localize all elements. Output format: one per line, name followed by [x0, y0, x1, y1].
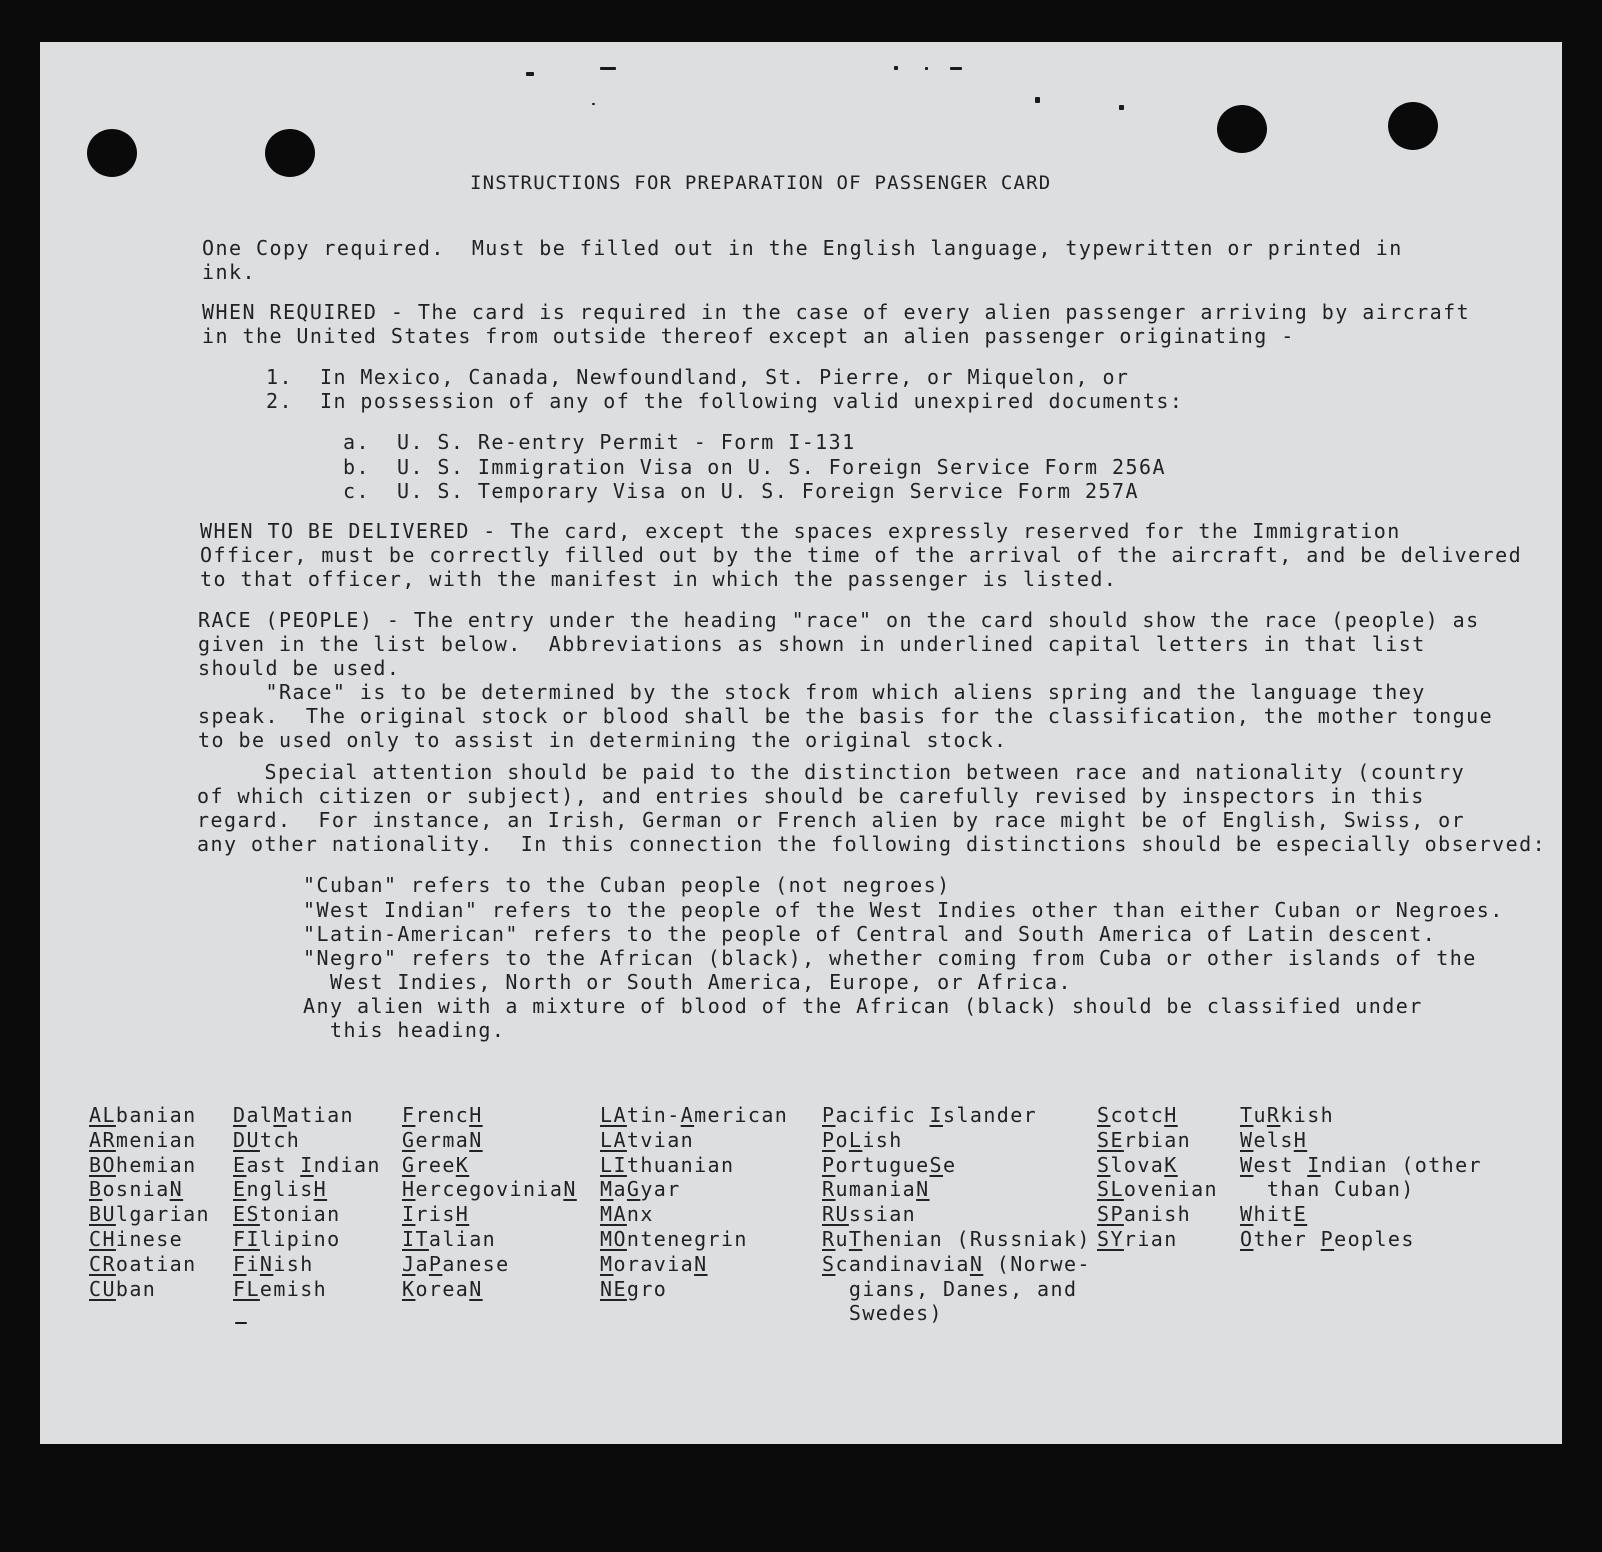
- distinction-7: this heading.: [303, 1018, 506, 1042]
- race-list-item: [233, 1277, 381, 1302]
- race-name-part: ast: [246, 1152, 301, 1177]
- race-name-part: est: [1253, 1152, 1308, 1177]
- race-list-item: [89, 1202, 210, 1227]
- race-name-part: umania: [835, 1177, 917, 1202]
- race-abbreviation: FI: [233, 1226, 260, 1251]
- race-list-item: [822, 1128, 1091, 1153]
- race-abbreviation: F: [402, 1103, 416, 1127]
- race-abbreviation: ES: [233, 1202, 260, 1227]
- race-abbreviation: P: [1320, 1226, 1335, 1251]
- special-attention-line-2: of which citizen or subject), and entries should be carefully revised by inspectors in this: [197, 784, 1425, 808]
- race-line-6: to be used only to assist in determining the original stock.: [198, 728, 1008, 752]
- race-list-item: [1097, 1128, 1218, 1153]
- document-sheet: [40, 42, 1562, 1444]
- race-abbreviation: LA: [600, 1103, 627, 1127]
- race-abbreviation: BU: [89, 1202, 116, 1227]
- race-abbreviation: H: [313, 1177, 328, 1202]
- race-name-part: rian: [1123, 1226, 1178, 1251]
- race-list-item: [89, 1227, 210, 1252]
- race-abbreviation: S: [822, 1251, 836, 1276]
- race-list-item: [402, 1153, 577, 1178]
- race-list-column-2: [233, 1103, 381, 1301]
- race-list-item: [89, 1128, 210, 1153]
- race-abbreviation: E: [233, 1152, 247, 1177]
- race-abbreviation: W: [1240, 1127, 1254, 1152]
- race-name-part: thuanian: [626, 1152, 735, 1177]
- race-list-item: [600, 1227, 788, 1252]
- race-abbreviation: SE: [1097, 1127, 1124, 1152]
- race-list-item: [600, 1202, 788, 1227]
- race-name-part: yar: [640, 1177, 681, 1202]
- race-list-item: [1097, 1103, 1218, 1128]
- race-abbreviation: H: [1164, 1103, 1178, 1127]
- race-list-item: [89, 1177, 210, 1202]
- distinction-4: "Negro" refers to the African (black), whether coming from Cuba or other islands of the: [303, 946, 1477, 970]
- special-attention-line-3: regard. For instance, an Irish, German or French alien by race might be of English, Swiss, or: [197, 808, 1466, 832]
- race-list-item: [89, 1277, 210, 1302]
- document-a: a. U. S. Re-entry Permit - Form I-131: [343, 430, 856, 454]
- race-name-part: inese: [115, 1226, 184, 1251]
- race-abbreviation: K: [455, 1152, 470, 1177]
- race-list-item: [233, 1128, 381, 1153]
- race-name-part: lipino: [259, 1226, 341, 1251]
- race-name-part: gro: [626, 1276, 668, 1301]
- race-abbreviation: L: [848, 1127, 863, 1152]
- distinction-6: Any alien with a mixture of blood of the African (black) should be classified under: [303, 994, 1423, 1018]
- race-abbreviation: SY: [1097, 1226, 1124, 1251]
- race-list-item: [1097, 1153, 1218, 1178]
- when-required-line-2: in the United States from outside thereof except an alien passenger originating -: [202, 324, 1295, 348]
- race-name-part: atian: [286, 1103, 355, 1127]
- race-abbreviation: R: [822, 1177, 836, 1202]
- race-name-part: renc: [415, 1103, 470, 1127]
- when-required-line-1: WHEN REQUIRED - The card is required in the case of every alien passenger arriving by aircraft: [202, 300, 1471, 324]
- race-name-part: ercegovinia: [415, 1177, 564, 1202]
- race-name-part: Swedes): [822, 1301, 943, 1326]
- race-name-part: ban: [115, 1276, 157, 1301]
- race-abbreviation: N: [563, 1177, 577, 1202]
- race-abbreviation: N: [969, 1251, 984, 1276]
- race-abbreviation: H: [1293, 1127, 1308, 1152]
- race-list-item: [600, 1177, 788, 1202]
- when-delivered-line-2: Officer, must be correctly filled out by the time of the arrival of the aircraft, and be delivered: [200, 543, 1523, 567]
- race-list-item: [402, 1277, 577, 1302]
- race-line-4: "Race" is to be determined by the stock from which aliens spring and the language they: [198, 680, 1426, 704]
- race-list-item: [402, 1202, 577, 1227]
- race-abbreviation: S: [929, 1152, 943, 1177]
- race-abbreviation: G: [402, 1152, 416, 1177]
- race-list-column-6: [1097, 1103, 1218, 1252]
- race-abbreviation: AL: [89, 1103, 116, 1127]
- race-list-item: [822, 1252, 1091, 1277]
- race-abbreviation: H: [455, 1202, 470, 1227]
- race-abbreviation: I: [300, 1152, 314, 1177]
- race-abbreviation: P: [822, 1152, 836, 1177]
- distinction-3: "Latin-American" refers to the people of Central and South America of Latin descent.: [303, 922, 1437, 946]
- race-abbreviation: CR: [89, 1251, 116, 1276]
- race-line-1: RACE (PEOPLE) - The entry under the heading "race" on the card should show the race (people) as: [198, 608, 1480, 632]
- race-list-item: [402, 1177, 577, 1202]
- race-name-part: anish: [1123, 1202, 1192, 1227]
- race-list-item: [233, 1227, 381, 1252]
- race-list-item: [89, 1103, 210, 1128]
- race-abbreviation: N: [694, 1251, 708, 1276]
- race-abbreviation: P: [428, 1251, 443, 1276]
- race-abbreviation: N: [259, 1251, 274, 1276]
- race-list-item: [1097, 1177, 1218, 1202]
- special-attention-line-1: Special attention should be paid to the distinction between race and nationality (country: [197, 760, 1466, 784]
- when-delivered-line-1: WHEN TO BE DELIVERED - The card, except the spaces expressly reserved for the Immigration: [200, 519, 1401, 543]
- when-delivered-line-3: to that officer, with the manifest in which the passenger is listed.: [200, 567, 1118, 591]
- race-list-item: [1240, 1227, 1482, 1252]
- race-name-part: tvian: [626, 1127, 695, 1152]
- race-name-part: alian: [428, 1226, 497, 1251]
- distinction-2: "West Indian" refers to the people of the West Indies other than either Cuban or Negroes.: [303, 898, 1504, 922]
- race-abbreviation: I: [1307, 1152, 1321, 1177]
- race-name-part: ther: [1253, 1226, 1321, 1251]
- race-name-part: ree: [415, 1152, 456, 1177]
- race-list-item: [402, 1252, 577, 1277]
- race-list-item: [1240, 1103, 1482, 1128]
- race-abbreviation: MO: [600, 1226, 627, 1251]
- race-abbreviation: K: [402, 1276, 416, 1301]
- race-name-part: than Cuban): [1240, 1177, 1415, 1202]
- race-name-part: e: [943, 1152, 957, 1177]
- race-abbreviation: S: [1097, 1152, 1111, 1177]
- race-name-part: oravia: [613, 1251, 695, 1276]
- race-name-part: tonian: [259, 1202, 341, 1227]
- race-abbreviation: P: [822, 1103, 836, 1127]
- race-name-part: gians, Danes, and: [822, 1276, 1078, 1301]
- race-list-item: [233, 1103, 381, 1128]
- race-abbreviation: T: [1240, 1103, 1254, 1127]
- race-abbreviation: W: [1240, 1202, 1254, 1227]
- race-abbreviation: BO: [89, 1152, 116, 1177]
- race-name-part: al: [246, 1103, 274, 1127]
- intro-line-2: ink.: [202, 260, 256, 284]
- condition-1: 1. In Mexico, Canada, Newfoundland, St. Pierre, or Miquelon, or: [266, 365, 1130, 389]
- race-abbreviation: R: [822, 1226, 836, 1251]
- race-name-part: ssian: [848, 1202, 917, 1227]
- race-abbreviation: M: [600, 1251, 614, 1276]
- race-list-item: [600, 1153, 788, 1178]
- race-name-part: slander: [943, 1103, 1038, 1127]
- race-name-part: tch: [259, 1127, 301, 1152]
- document-c: c. U. S. Temporary Visa on U. S. Foreign Service Form 257A: [343, 479, 1139, 503]
- race-list-column-1: [89, 1103, 210, 1301]
- distinction-5: West Indies, North or South America, Europe, or Africa.: [303, 970, 1072, 994]
- race-abbreviation: E: [233, 1177, 247, 1202]
- race-abbreviation: S: [1097, 1103, 1111, 1127]
- condition-2: 2. In possession of any of the following valid unexpired documents:: [266, 389, 1184, 413]
- race-name-part: nx: [626, 1202, 654, 1227]
- race-name-part: lova: [1110, 1152, 1165, 1177]
- race-abbreviation: N: [169, 1177, 184, 1202]
- distinction-1: "Cuban" refers to the Cuban people (not negroes): [303, 873, 951, 897]
- race-list-item: [600, 1128, 788, 1153]
- race-name-part: merican: [694, 1103, 789, 1127]
- race-abbreviation: IT: [402, 1226, 429, 1251]
- race-abbreviation: G: [626, 1177, 641, 1202]
- race-abbreviation: A: [680, 1103, 695, 1127]
- race-abbreviation: M: [273, 1103, 287, 1127]
- race-abbreviation: DU: [233, 1127, 260, 1152]
- race-abbreviation: CU: [89, 1276, 116, 1301]
- race-line-2: given in the list below. Abbreviations as shown in underlined capital letters in that list: [198, 632, 1426, 656]
- race-list-item: [822, 1202, 1091, 1227]
- race-name-part: erma: [415, 1127, 470, 1152]
- race-list-item: [822, 1227, 1091, 1252]
- special-attention-line-4: any other nationality. In this connection the following distinctions should be especially observed:: [197, 832, 1547, 856]
- race-list-item: [402, 1128, 577, 1153]
- race-abbreviation: CH: [89, 1226, 116, 1251]
- race-abbreviation: R: [1266, 1103, 1281, 1127]
- race-name-part: ortugue: [835, 1152, 930, 1177]
- passenger-card-instructions: [40, 42, 1562, 1444]
- race-name-part: henian (Russniak): [862, 1226, 1091, 1251]
- race-name-part: o: [835, 1127, 849, 1152]
- race-name-part: orea: [415, 1276, 470, 1301]
- race-name-part: tin-: [626, 1103, 681, 1127]
- race-name-part: ndian: [313, 1152, 381, 1177]
- race-list-item: [402, 1103, 577, 1128]
- race-name-part: anese: [442, 1251, 510, 1276]
- race-name-part: ish: [862, 1127, 903, 1152]
- race-abbreviation: N: [469, 1127, 483, 1152]
- race-list-item: [822, 1301, 1091, 1326]
- race-name-part: a: [613, 1177, 627, 1202]
- race-list-column-3: [402, 1103, 577, 1301]
- race-line-3: should be used.: [198, 656, 401, 680]
- race-name-part: menian: [115, 1127, 197, 1152]
- race-name-part: eoples: [1334, 1226, 1415, 1251]
- race-list-item: [600, 1103, 788, 1128]
- race-line-5: speak. The original stock or blood shall be the basis for the classification, the mother tongue: [198, 704, 1494, 728]
- race-list-item: [822, 1177, 1091, 1202]
- race-list-column-4: [600, 1103, 788, 1301]
- race-abbreviation: H: [402, 1177, 416, 1202]
- race-abbreviation: AR: [89, 1127, 116, 1152]
- race-name-part: candinavia: [835, 1251, 970, 1276]
- race-list-column-7: [1240, 1103, 1482, 1252]
- race-abbreviation: RU: [822, 1202, 849, 1227]
- race-name-part: hemian: [115, 1152, 197, 1177]
- race-name-part: lgarian: [115, 1202, 210, 1227]
- race-list-item: [600, 1252, 788, 1277]
- race-abbreviation: B: [89, 1177, 103, 1202]
- race-abbreviation: MA: [600, 1202, 627, 1227]
- race-abbreviation: E: [1293, 1202, 1308, 1227]
- race-name-part: ndian (other: [1320, 1152, 1482, 1177]
- race-name-part: kish: [1280, 1103, 1335, 1127]
- race-list-item: [89, 1252, 210, 1277]
- race-list-item: [233, 1177, 381, 1202]
- race-name-part: cotc: [1110, 1103, 1165, 1127]
- race-list-item: [89, 1153, 210, 1178]
- race-name-part: acific: [835, 1103, 930, 1127]
- race-list-item: [1097, 1202, 1218, 1227]
- race-abbreviation: LI: [600, 1152, 627, 1177]
- intro-line-1: One Copy required. Must be filled out in the English language, typewritten or printed in: [202, 236, 1403, 260]
- race-list-item: [822, 1277, 1091, 1302]
- race-abbreviation: J: [402, 1251, 416, 1276]
- race-name-part: u: [835, 1226, 849, 1251]
- race-name-part: a: [415, 1251, 429, 1276]
- race-name-part: ish: [273, 1251, 314, 1276]
- race-abbreviation: G: [402, 1127, 416, 1152]
- race-list-item: [1240, 1153, 1482, 1178]
- race-abbreviation: P: [822, 1127, 836, 1152]
- race-abbreviation: W: [1240, 1152, 1254, 1177]
- race-name-part: oatian: [115, 1251, 197, 1276]
- race-name-part: els: [1253, 1127, 1294, 1152]
- race-name-part: emish: [259, 1276, 328, 1301]
- race-abbreviation: T: [848, 1226, 863, 1251]
- race-list-item: [233, 1252, 381, 1277]
- race-name-part: ovenian: [1123, 1177, 1218, 1202]
- race-name-part: ntenegrin: [626, 1226, 748, 1251]
- race-abbreviation: I: [929, 1103, 943, 1127]
- race-abbreviation: K: [1164, 1152, 1178, 1177]
- race-name-part: (Norwe-: [983, 1251, 1091, 1276]
- race-list-item: [1240, 1177, 1482, 1202]
- race-list-column-5: [822, 1103, 1091, 1326]
- race-abbreviation: I: [402, 1202, 416, 1227]
- race-abbreviation: LA: [600, 1127, 627, 1152]
- race-abbreviation: H: [469, 1103, 483, 1127]
- race-abbreviation: SL: [1097, 1177, 1124, 1202]
- race-list-item: [822, 1103, 1091, 1128]
- race-list-item: [233, 1202, 381, 1227]
- race-abbreviation: FL: [233, 1276, 260, 1301]
- race-name-part: i: [246, 1251, 260, 1276]
- document-title: INSTRUCTIONS FOR PREPARATION OF PASSENGER CARD: [470, 172, 1052, 194]
- race-name-part: banian: [115, 1103, 197, 1127]
- race-abbreviation: O: [1240, 1226, 1254, 1251]
- race-name-part: rbian: [1123, 1127, 1192, 1152]
- race-abbreviation: NE: [600, 1276, 627, 1301]
- race-list-item: [1240, 1202, 1482, 1227]
- race-name-part: nglis: [246, 1177, 314, 1202]
- race-list-item: [1240, 1128, 1482, 1153]
- race-name-part: u: [1253, 1103, 1267, 1127]
- race-list-item: [1097, 1227, 1218, 1252]
- race-abbreviation: M: [600, 1177, 614, 1202]
- race-abbreviation: N: [916, 1177, 930, 1202]
- race-list-item: [402, 1227, 577, 1252]
- race-list-item: [822, 1153, 1091, 1178]
- race-abbreviation: D: [233, 1103, 247, 1127]
- race-list-item: [233, 1153, 381, 1178]
- race-name-part: osnia: [102, 1177, 170, 1202]
- race-name-part: ris: [415, 1202, 456, 1227]
- race-list-item: [600, 1277, 788, 1302]
- document-b: b. U. S. Immigration Visa on U. S. Foreign Service Form 256A: [343, 455, 1166, 479]
- race-abbreviation: F: [233, 1251, 247, 1276]
- race-abbreviation: N: [469, 1276, 483, 1301]
- race-name-part: hit: [1253, 1202, 1294, 1227]
- race-abbreviation: SP: [1097, 1202, 1124, 1227]
